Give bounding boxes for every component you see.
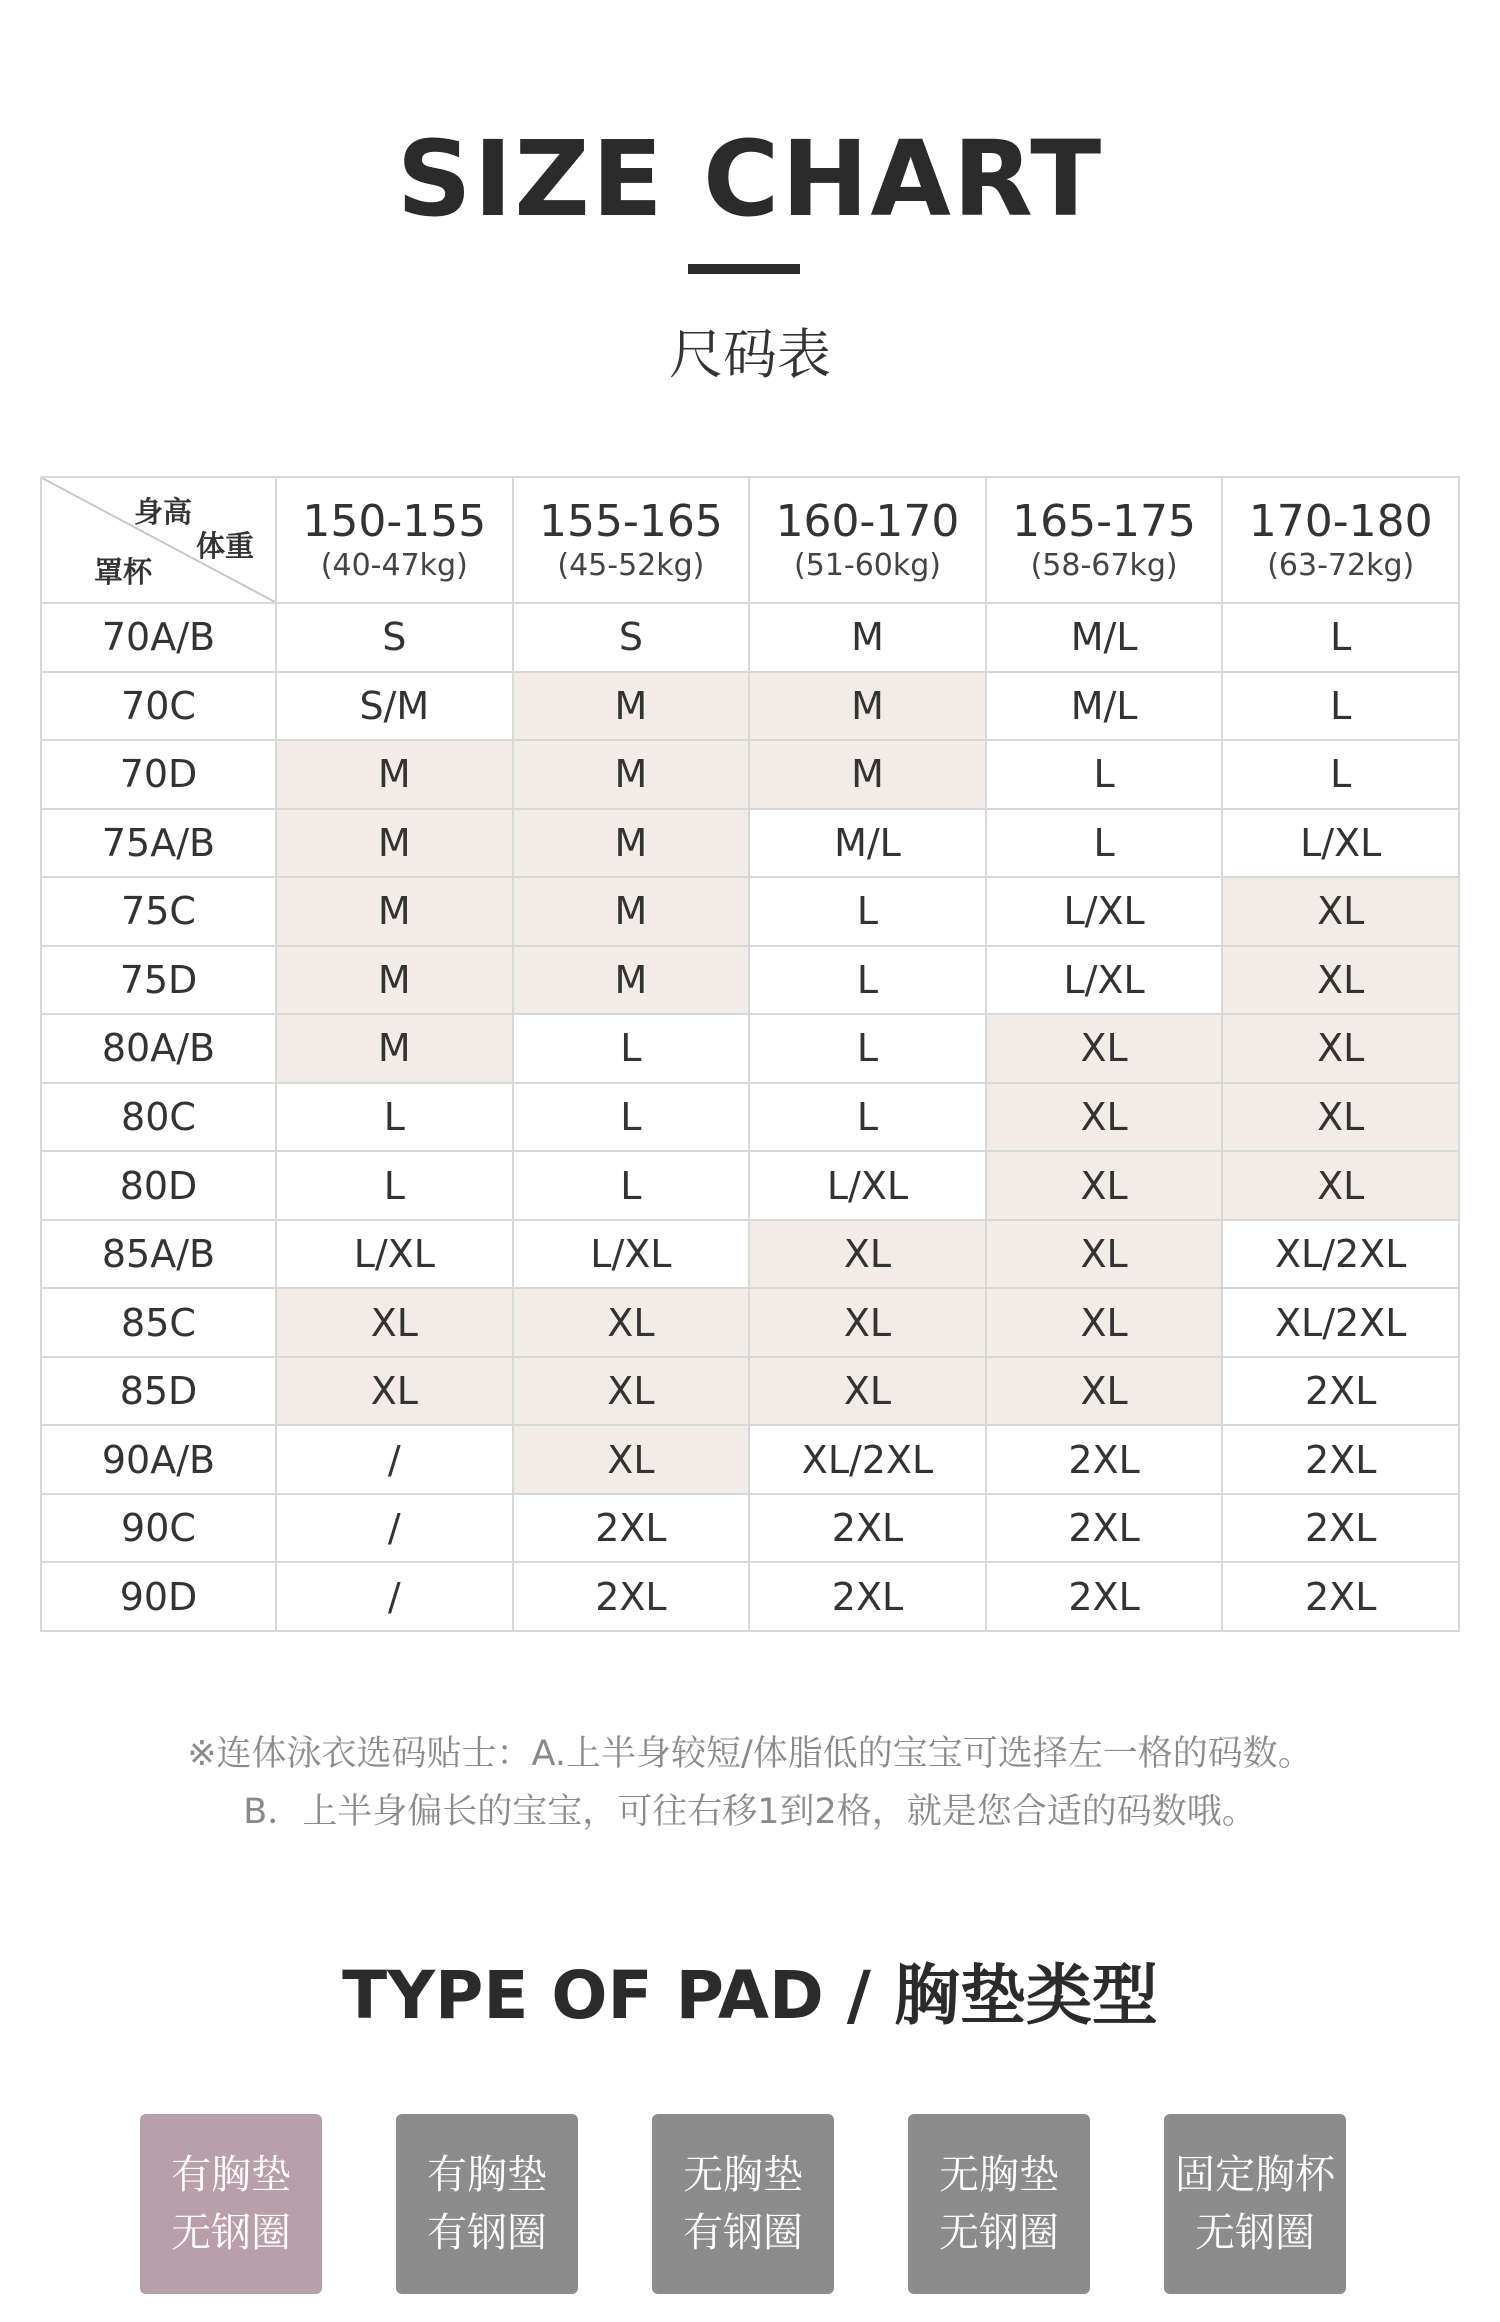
size-cell: L — [986, 740, 1223, 809]
size-cell: L — [513, 1083, 750, 1152]
column-header — [513, 477, 750, 603]
pad-option-line2: 有钢圈 — [683, 2210, 803, 2256]
cup-size-cell: 75C — [41, 877, 276, 946]
fit-tip-line-b: B．上半身偏长的宝宝，可往右移1到2格，就是您合适的码数哦。 — [243, 1792, 1257, 1832]
page-subtitle: 尺码表 — [669, 323, 831, 386]
size-cell: S/M — [276, 672, 513, 741]
pad-option-line1: 有胸垫 — [427, 2152, 547, 2198]
pad-option-padded-underwire[interactable] — [396, 2114, 578, 2294]
size-cell: XL — [1222, 946, 1459, 1015]
cup-size-cell: 70D — [41, 740, 276, 809]
size-cell: M — [749, 672, 986, 741]
size-cell: 2XL — [749, 1494, 986, 1563]
column-weight-range: (58-67kg) — [1030, 548, 1178, 583]
table-row — [41, 603, 1459, 672]
size-cell: L — [986, 809, 1223, 878]
column-height-range: 155-165 — [538, 496, 723, 547]
size-table-body — [41, 603, 1459, 1631]
corner-cup-label: 罩杯 — [94, 555, 153, 589]
size-cell: XL/2XL — [1222, 1220, 1459, 1289]
size-cell: 2XL — [749, 1562, 986, 1631]
pad-option-unpadded-underwire[interactable] — [652, 2114, 834, 2294]
size-cell: L — [1222, 603, 1459, 672]
size-cell: M — [276, 877, 513, 946]
pad-option-line1: 无胸垫 — [683, 2152, 803, 2198]
size-cell: 2XL — [986, 1494, 1223, 1563]
size-cell: XL — [1222, 877, 1459, 946]
cup-size-cell: 85C — [41, 1288, 276, 1357]
table-row — [41, 946, 1459, 1015]
size-cell: L — [749, 1014, 986, 1083]
column-header — [1222, 477, 1459, 603]
size-cell: XL — [276, 1288, 513, 1357]
size-cell: XL — [986, 1151, 1223, 1220]
size-cell: M — [513, 809, 750, 878]
pad-type-title: TYPE OF PAD / 胸垫类型 — [342, 1957, 1158, 2034]
table-row — [41, 809, 1459, 878]
size-cell: / — [276, 1562, 513, 1631]
size-cell: M/L — [986, 603, 1223, 672]
size-cell: M — [749, 740, 986, 809]
size-cell: L — [1222, 672, 1459, 741]
size-cell: XL — [276, 1357, 513, 1426]
cup-size-cell: 85D — [41, 1357, 276, 1426]
pad-option-line2: 无钢圈 — [171, 2210, 291, 2256]
cup-size-cell: 80D — [41, 1151, 276, 1220]
size-cell: L — [1222, 740, 1459, 809]
cup-size-cell: 80A/B — [41, 1014, 276, 1083]
column-weight-range: (45-52kg) — [557, 548, 705, 583]
table-row — [41, 672, 1459, 741]
pad-option-line1: 有胸垫 — [171, 2152, 291, 2198]
fit-tip-line-a: ※连体泳衣选码贴士：A.上半身较短/体脂低的宝宝可选择左一格的码数。 — [187, 1734, 1313, 1774]
pad-option-line2: 有钢圈 — [427, 2210, 547, 2256]
page-title: SIZE CHART — [396, 118, 1104, 240]
table-row — [41, 1425, 1459, 1494]
table-row — [41, 740, 1459, 809]
size-cell: L/XL — [1222, 809, 1459, 878]
cup-size-cell: 90C — [41, 1494, 276, 1563]
size-cell: XL — [749, 1357, 986, 1426]
size-cell: XL — [513, 1357, 750, 1426]
size-cell: M — [513, 672, 750, 741]
pad-option-line1: 固定胸杯 — [1175, 2152, 1335, 2198]
size-cell: 2XL — [986, 1562, 1223, 1631]
size-cell: / — [276, 1494, 513, 1563]
size-cell: L/XL — [749, 1151, 986, 1220]
size-cell: L — [513, 1014, 750, 1083]
size-cell: L — [276, 1151, 513, 1220]
table-row — [41, 1562, 1459, 1631]
size-cell: 2XL — [1222, 1494, 1459, 1563]
size-cell: XL — [1222, 1083, 1459, 1152]
size-cell: L/XL — [986, 946, 1223, 1015]
corner-header-cell — [41, 477, 276, 603]
pad-option-line1: 无胸垫 — [939, 2152, 1059, 2198]
table-header-row — [41, 477, 1459, 603]
size-cell: L — [276, 1083, 513, 1152]
size-cell: L/XL — [276, 1220, 513, 1289]
column-height-range: 170-180 — [1248, 496, 1433, 547]
column-weight-range: (63-72kg) — [1267, 548, 1415, 583]
size-chart-table — [40, 476, 1460, 1632]
column-header — [986, 477, 1223, 603]
size-cell: XL — [986, 1220, 1223, 1289]
table-row — [41, 1151, 1459, 1220]
table-row — [41, 1288, 1459, 1357]
size-cell: 2XL — [513, 1562, 750, 1631]
column-weight-range: (40-47kg) — [320, 548, 468, 583]
size-cell: 2XL — [1222, 1357, 1459, 1426]
cup-size-cell: 70A/B — [41, 603, 276, 672]
size-cell: M — [749, 603, 986, 672]
table-row — [41, 1220, 1459, 1289]
size-cell: M — [513, 877, 750, 946]
column-header — [276, 477, 513, 603]
cup-size-cell: 90A/B — [41, 1425, 276, 1494]
table-row — [41, 1494, 1459, 1563]
column-height-range: 160-170 — [775, 496, 960, 547]
size-cell: XL — [986, 1357, 1223, 1426]
cup-size-cell: 85A/B — [41, 1220, 276, 1289]
table-row — [41, 1014, 1459, 1083]
pad-option-fixed-cup-no-wire[interactable] — [1164, 2114, 1346, 2294]
column-height-range: 165-175 — [1012, 496, 1196, 547]
size-cell: XL/2XL — [1222, 1288, 1459, 1357]
size-cell: M — [513, 740, 750, 809]
size-cell: XL — [986, 1014, 1223, 1083]
size-cell: M — [276, 1014, 513, 1083]
cup-size-cell: 75D — [41, 946, 276, 1015]
column-height-range: 150-155 — [302, 496, 487, 547]
size-cell: / — [276, 1425, 513, 1494]
size-cell: L/XL — [986, 877, 1223, 946]
pad-option-unpadded-no-wire[interactable] — [908, 2114, 1090, 2294]
size-cell: L — [749, 1083, 986, 1152]
size-cell: 2XL — [513, 1494, 750, 1563]
size-cell: S — [513, 603, 750, 672]
size-cell: M — [276, 740, 513, 809]
size-cell: L — [749, 877, 986, 946]
pad-option-line2: 无钢圈 — [1195, 2210, 1315, 2256]
size-cell: M — [513, 946, 750, 1015]
title-divider — [688, 264, 800, 274]
size-cell: 2XL — [1222, 1562, 1459, 1631]
size-cell: S — [276, 603, 513, 672]
size-cell: M/L — [986, 672, 1223, 741]
size-cell: M — [276, 809, 513, 878]
corner-weight-label: 体重 — [196, 529, 255, 563]
pad-option-padded-no-wire[interactable] — [140, 2114, 322, 2294]
size-cell: 2XL — [986, 1425, 1223, 1494]
size-cell: XL — [749, 1288, 986, 1357]
cup-size-cell: 70C — [41, 672, 276, 741]
pad-type-options — [0, 2114, 1500, 2294]
size-cell: 2XL — [1222, 1425, 1459, 1494]
column-weight-range: (51-60kg) — [793, 548, 941, 583]
size-cell: L — [513, 1151, 750, 1220]
table-row — [41, 877, 1459, 946]
size-cell: XL — [513, 1425, 750, 1494]
cup-size-cell: 75A/B — [41, 809, 276, 878]
size-cell: XL — [513, 1288, 750, 1357]
size-cell: XL — [749, 1220, 986, 1289]
table-row — [41, 1357, 1459, 1426]
size-cell: XL — [1222, 1151, 1459, 1220]
table-row — [41, 1083, 1459, 1152]
size-cell: L/XL — [513, 1220, 750, 1289]
cup-size-cell: 90D — [41, 1562, 276, 1631]
size-cell: M/L — [749, 809, 986, 878]
size-cell: XL — [986, 1288, 1223, 1357]
size-cell: L — [749, 946, 986, 1015]
cup-size-cell: 80C — [41, 1083, 276, 1152]
size-cell: M — [276, 946, 513, 1015]
pad-option-line2: 无钢圈 — [939, 2210, 1059, 2256]
size-cell: XL — [986, 1083, 1223, 1152]
size-cell: XL/2XL — [749, 1425, 986, 1494]
column-header — [749, 477, 986, 603]
corner-height-label: 身高 — [134, 495, 193, 529]
size-cell: XL — [1222, 1014, 1459, 1083]
